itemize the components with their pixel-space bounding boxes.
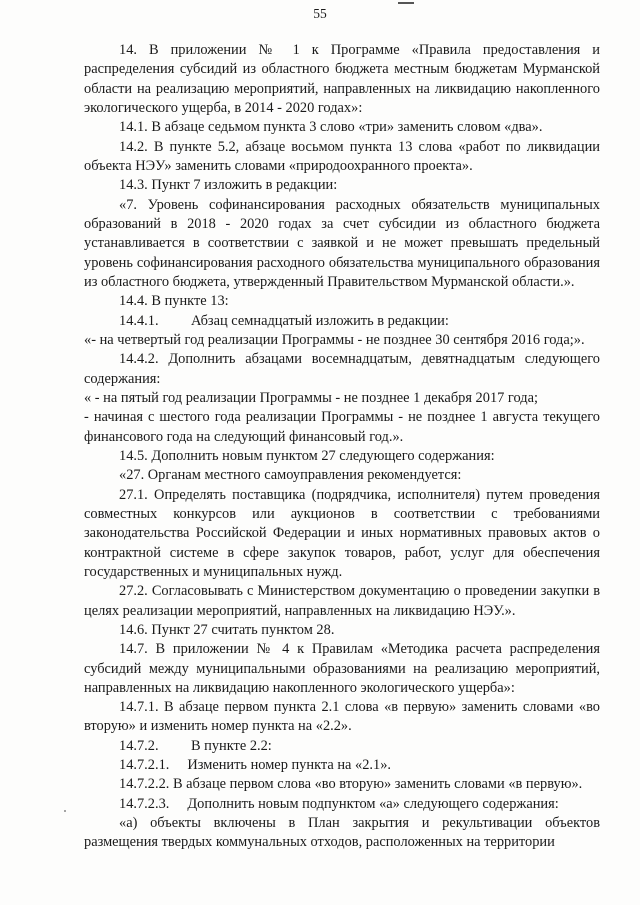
- quote-fifth-year: « - на пятый год реализации Программы - не позднее 1 декабря 2017 года;: [84, 389, 538, 406]
- paragraph-14-7-2: 14.7.2. В пункте 2.2:: [119, 737, 272, 754]
- paragraph-14-7-2-1: 14.7.2.1. Изменить номер пункта на «2.1».: [119, 757, 391, 774]
- document-body: [84, 41, 600, 853]
- paragraph-27-1: 27.1. Определять поставщика (подрядчика, исполнителя) путем проведения совместных конкурсов или аукционов в соответствии с требованиями законодательства Российской Федерации и иных нормативных правовых актов о контрактной системе в сфере закупок товаров, работ, услуг для обеспечения государственных и муниципальных нужд.: [84, 486, 600, 580]
- paragraph-14-7: 14.7. В приложении № 4 к Правилам «Методика расчета распределения субсидий между муниципальными образованиями на реализацию мероприятий, направленных на ликвидацию накопленного экологического ущерба»:: [84, 641, 600, 696]
- scan-speck: [64, 810, 66, 812]
- paragraph-14-7-1: 14.7.1. В абзаце первом пункта 2.1 слова «в первую» заменить словами «во вторую» и изменить номер пункта на «2.2».: [84, 699, 600, 735]
- page-number: 55: [313, 6, 327, 21]
- paragraph-14-4-1: 14.4.1. Абзац семнадцатый изложить в редакции:: [119, 312, 449, 329]
- paragraph-14-4: 14.4. В пункте 13:: [119, 293, 229, 310]
- paragraph-27-2: 27.2. Согласовывать с Министерством документацию о проведении закупки в целях реализации мероприятий, направленных на ликвидацию НЭУ.».: [84, 583, 600, 619]
- quote-sixth-year: - начиная с шестого года реализации Программы - не позднее 1 августа текущего финансового года на следующий финансовый год.».: [84, 409, 600, 445]
- paragraph-7-quote: «7. Уровень софинансирования расходных обязательств муниципальных образований в 2018 - 2020 годах за счет субсидии из областного бюджета устанавливается в соответствии с заявкой и не может превышать предельный уровень софинансирования расходного обязательства муниципального образования из областного бюджета, утвержденный Правительством Мурманской области.».: [84, 196, 600, 290]
- paragraph-14-2: 14.2. В пункте 5.2, абзаце восьмом пункта 13 слова «работ по ликвидации объекта НЭУ» заменить словами «природоохранного проекта».: [84, 138, 600, 174]
- paragraph-27-quote: «27. Органам местного самоуправления рекомендуется:: [119, 467, 462, 484]
- quote-fourth-year: «- на четвертый год реализации Программы - не позднее 30 сентября 2016 года;».: [84, 331, 585, 348]
- paragraph-14-3: 14.3. Пункт 7 изложить в редакции:: [119, 177, 338, 194]
- paragraph-14-4-2: 14.4.2. Дополнить абзацами восемнадцатым, девятнадцатым следующего содержания:: [84, 351, 600, 387]
- paragraph-14-6: 14.6. Пункт 27 считать пунктом 28.: [119, 621, 335, 638]
- paragraph-subitem-a: «а) объекты включены в План закрытия и рекультивации объектов размещения твердых коммунальных отходов, расположенных на территории: [84, 815, 600, 851]
- paragraph-14-5: 14.5. Дополнить новым пунктом 27 следующего содержания:: [119, 447, 495, 464]
- paragraph-14: 14. В приложении № 1 к Программе «Правила предоставления и распределения субсидий из областного бюджета местным бюджетам Мурманской области на реализацию мероприятий, направленных на ликвидацию накопленного экологического ущерба, в 2014 - 2020 годах»:: [84, 42, 600, 116]
- paragraph-14-1: 14.1. В абзаце седьмом пункта 3 слово «три» заменить словом «два».: [119, 119, 543, 136]
- scan-mark: [398, 2, 414, 4]
- paragraph-14-7-2-2: 14.7.2.2. В абзаце первом слова «во вторую» заменить словами «в первую».: [119, 776, 583, 793]
- paragraph-14-7-2-3: 14.7.2.3. Дополнить новым подпунктом «а» следующего содержания:: [119, 795, 559, 812]
